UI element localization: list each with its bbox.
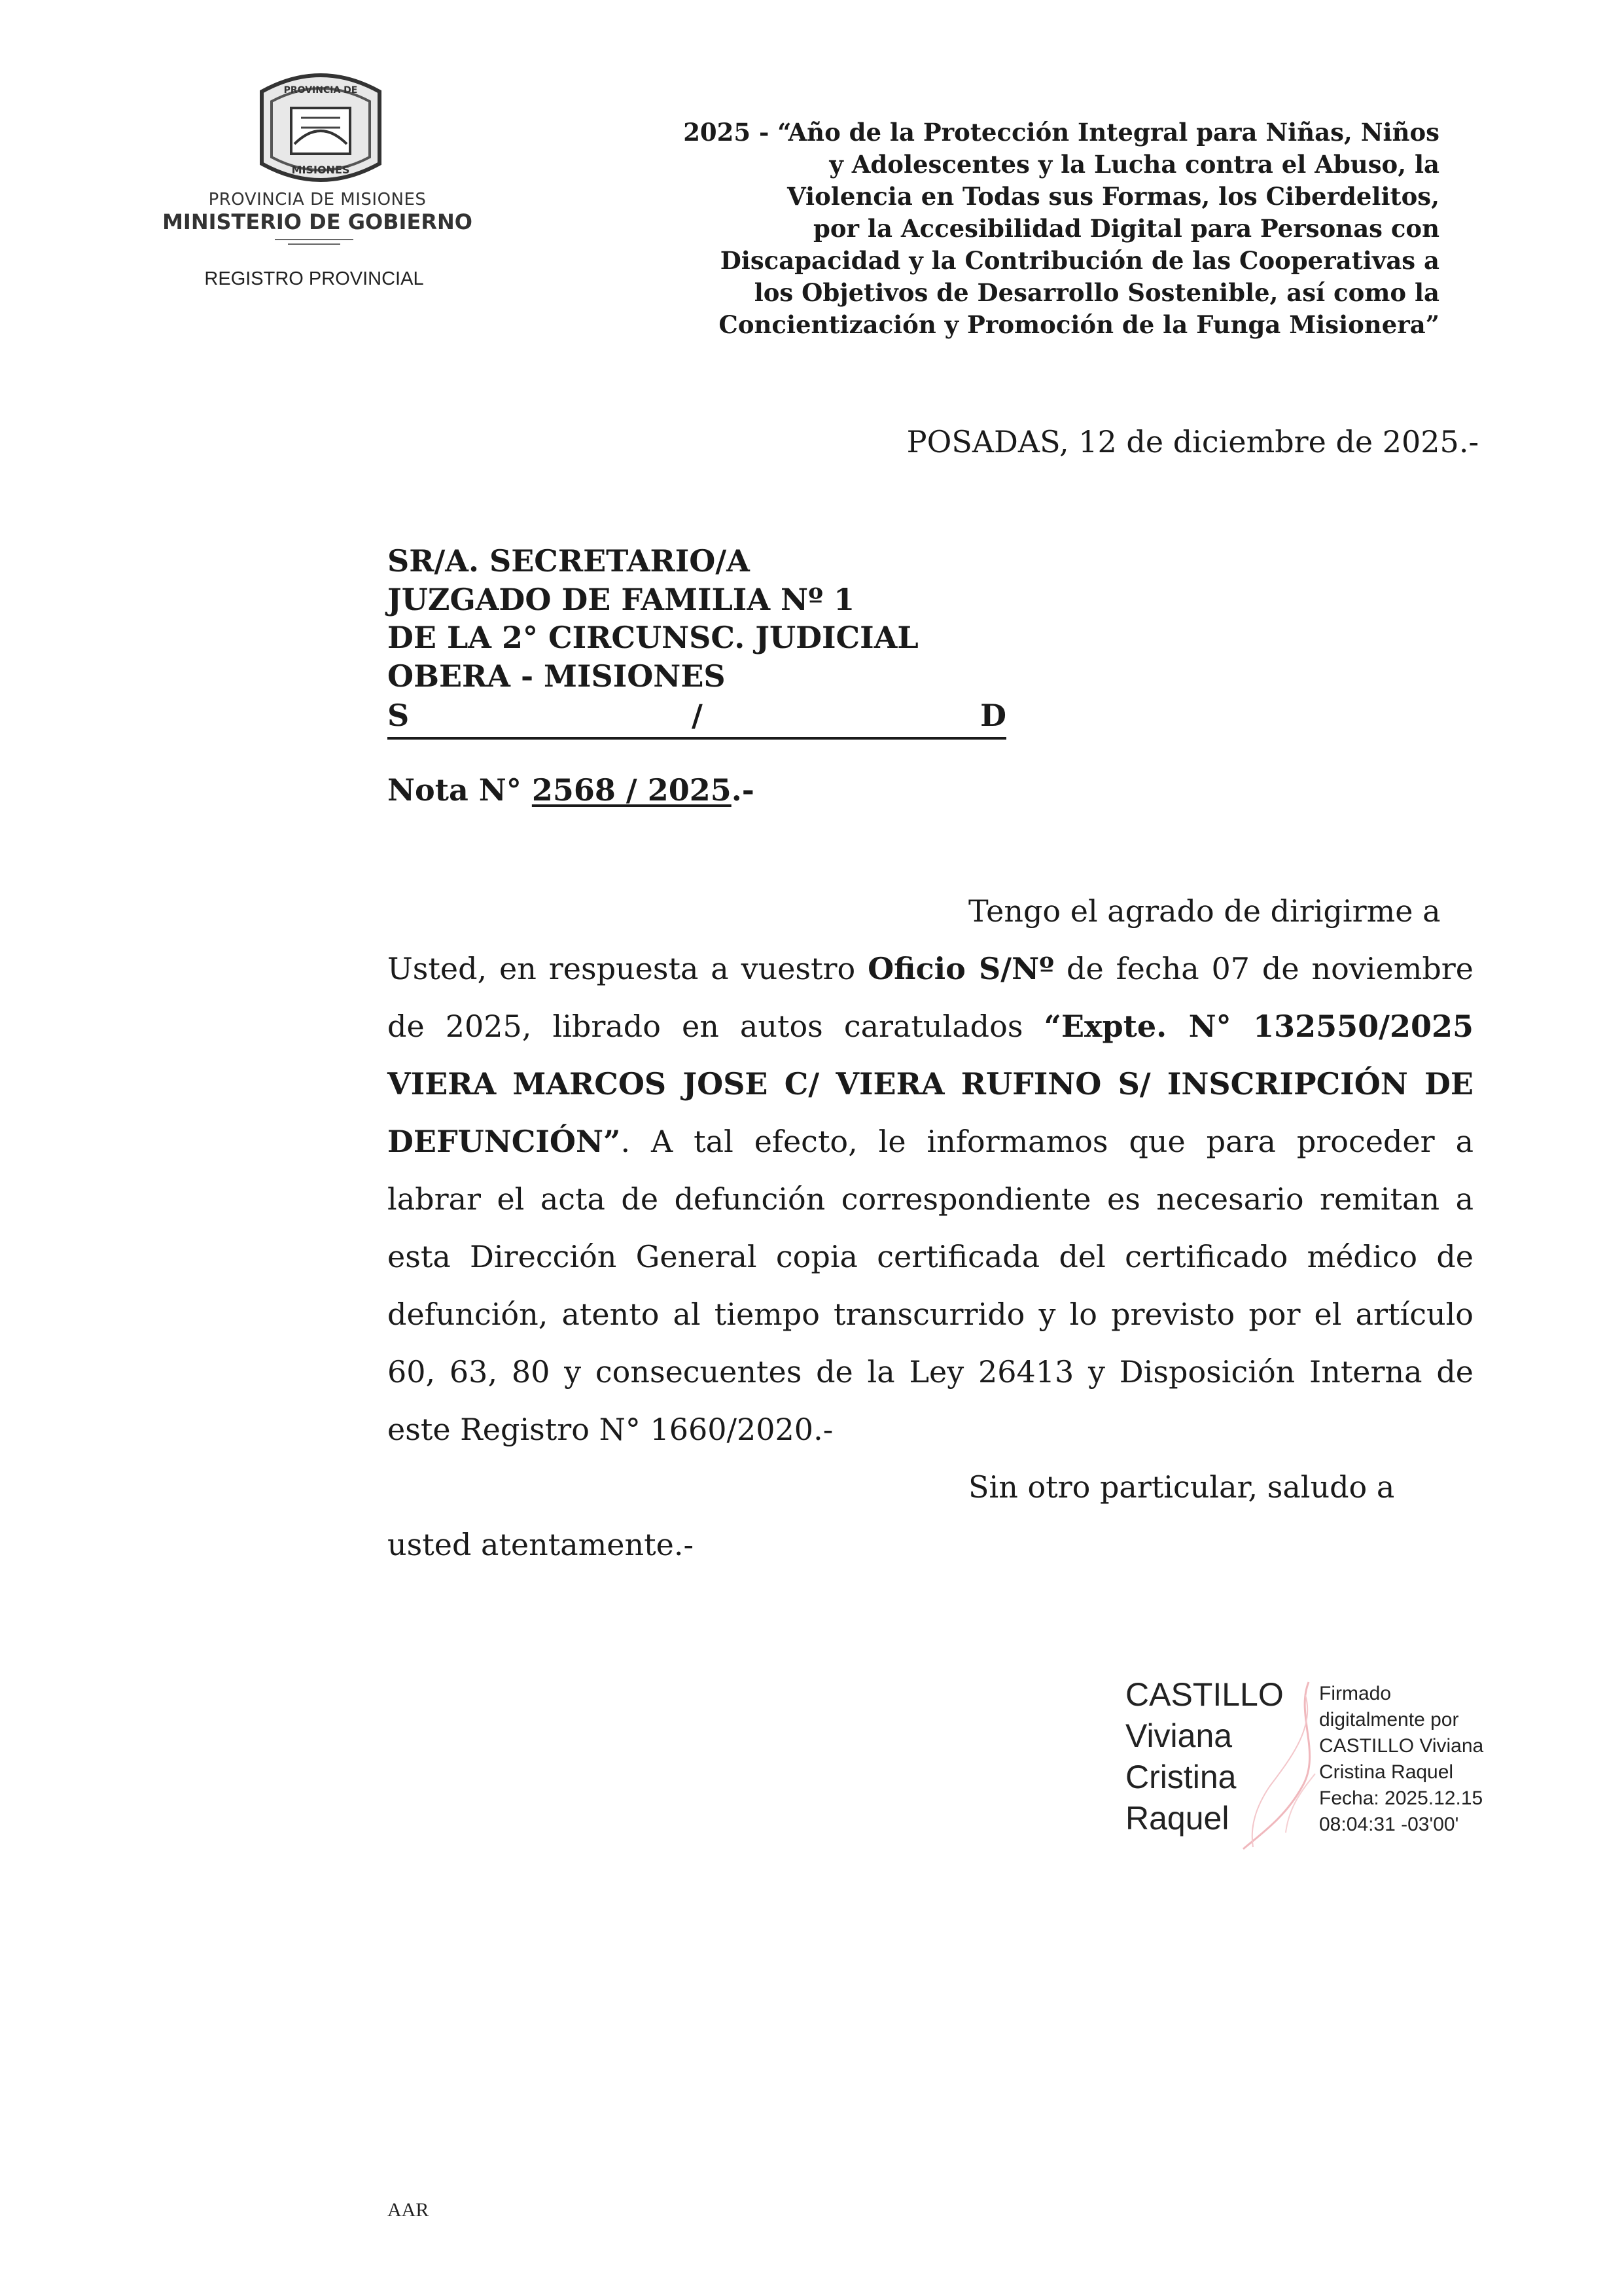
seal-bottom-text: MISIONES bbox=[291, 164, 350, 176]
signature-detail-line: digitalmente por bbox=[1319, 1709, 1459, 1731]
org-divider bbox=[275, 239, 353, 240]
digital-signature-details bbox=[1319, 1681, 1528, 1838]
body-bold-oficio: Oficio S/Nº bbox=[868, 951, 1055, 986]
body-text-segment: de fecha 07 de noviembre de 2025, librado en autos caratulados bbox=[387, 951, 1474, 1044]
signer-name-line: Cristina bbox=[1125, 1759, 1237, 1795]
signer-name-line: CASTILLO bbox=[1125, 1676, 1284, 1713]
body-paragraph-1-opening: Tengo el agrado de dirigirme a bbox=[968, 893, 1441, 929]
addressee-line: DE LA 2° CIRCUNSC. JUDICIAL bbox=[387, 620, 919, 655]
year-motto bbox=[609, 117, 1439, 341]
date-line: POSADAS, 12 de diciembre de 2025.- bbox=[906, 424, 1479, 459]
signature-detail-line: Cristina Raquel bbox=[1319, 1761, 1454, 1783]
letter-body bbox=[387, 882, 1474, 1573]
note-value: 2568 / 2025 bbox=[531, 772, 732, 808]
typist-initials: AAR bbox=[387, 2199, 429, 2221]
body-text-segment: Usted, en respuesta a vuestro bbox=[387, 951, 868, 986]
org-province: PROVINCIA DE MISIONES bbox=[208, 190, 427, 209]
body-paragraph-2: usted atentamente.- bbox=[387, 1527, 694, 1562]
addressee-block bbox=[387, 542, 1042, 695]
signature-detail-line: Fecha: 2025.12.15 bbox=[1319, 1787, 1483, 1809]
motto-line: los Objetivos de Desarrollo Sostenible, así como la bbox=[754, 278, 1439, 307]
org-department: REGISTRO PROVINCIAL bbox=[204, 268, 424, 289]
addressee-line: SR/A. SECRETARIO/A bbox=[387, 543, 750, 579]
org-ministry: MINISTERIO DE GOBIERNO bbox=[162, 209, 472, 234]
motto-line: Discapacidad y la Contribución de las Cooperativas a bbox=[720, 246, 1439, 275]
signature-detail-line: CASTILLO Viviana bbox=[1319, 1735, 1484, 1757]
motto-line: por la Accesibilidad Digital para Personas con bbox=[813, 214, 1439, 243]
signer-name-line: Raquel bbox=[1125, 1800, 1229, 1837]
body-paragraph-2-opening: Sin otro particular, saludo a bbox=[968, 1469, 1395, 1505]
org-divider-short bbox=[288, 243, 340, 245]
note-number bbox=[387, 772, 754, 808]
motto-line: Violencia en Todas sus Formas, los Ciberdelitos, bbox=[786, 182, 1439, 211]
motto-line: Concientización y Promoción de la Funga Misionera” bbox=[718, 310, 1439, 339]
sd-slash: / bbox=[692, 698, 703, 733]
signature-detail-line: 08:04:31 -03'00' bbox=[1319, 1814, 1459, 1835]
body-paragraph-1 bbox=[387, 940, 1474, 1458]
body-bold-expediente: “Expte. N° 132550/2025 VIERA MARCOS JOSE C/ VIERA RUFINO S/ INSCRIPCIÓN DE DEFUNCIÓN” bbox=[387, 1009, 1474, 1159]
addressee-line: JUZGADO DE FAMILIA Nº 1 bbox=[387, 581, 855, 617]
signature-mark-icon bbox=[1224, 1676, 1328, 1852]
motto-line: y Adolescentes y la Lucha contra el Abuso, la bbox=[829, 150, 1439, 179]
provincial-seal-logo bbox=[242, 65, 399, 190]
su-despacho-line bbox=[387, 698, 1006, 740]
signer-name-line: Viviana bbox=[1125, 1717, 1233, 1754]
body-text-segment: . A tal efecto, le informamos que para proceder a labrar el acta de defunción correspondiente es necesario remitan a esta Dirección General copia certificada del certificado médico de defunción, atento al tiempo transcurrido y lo previsto por el artículo 60, 63, 80 y consecuentes de la Ley 26413 y Disposición Interna de este Registro N° 1660/2020.- bbox=[387, 1124, 1474, 1447]
addressee-line: OBERA - MISIONES bbox=[387, 658, 726, 694]
sd-right: D bbox=[980, 698, 1006, 733]
motto-line: 2025 - “Año de la Protección Integral para Niñas, Niños bbox=[683, 118, 1439, 147]
sd-left: S bbox=[387, 698, 410, 733]
note-suffix: .- bbox=[731, 772, 754, 808]
note-label: Nota N° bbox=[387, 772, 521, 808]
seal-top-text: PROVINCIA DE bbox=[283, 85, 358, 96]
signature-detail-line: Firmado bbox=[1319, 1683, 1392, 1704]
